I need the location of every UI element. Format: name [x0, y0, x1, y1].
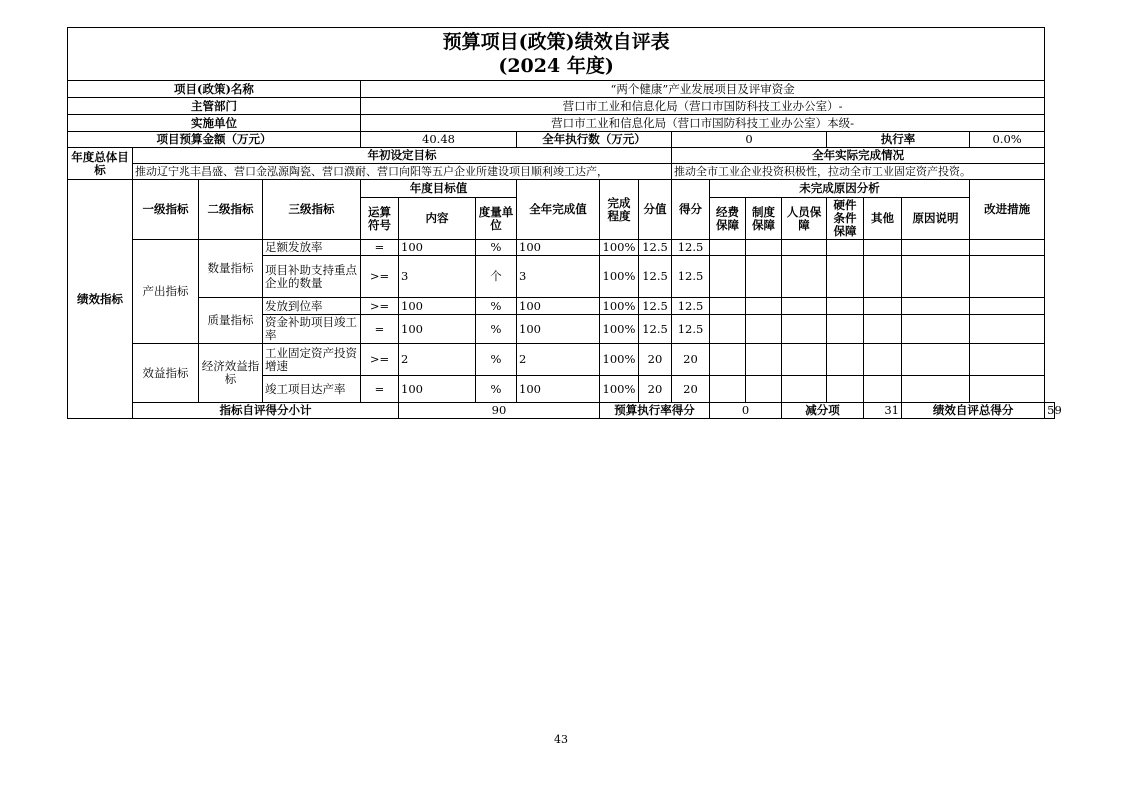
header-improve: 改进措施 — [970, 180, 1045, 240]
score: 12.5 — [672, 240, 710, 256]
project-name-label: 项目(政策)名称 — [68, 81, 361, 98]
degree: 100% — [600, 376, 639, 403]
degree: 100% — [600, 256, 639, 298]
level3-name: 项目补助支持重点企业的数量 — [263, 256, 361, 298]
operator: = — [361, 315, 399, 344]
title-row — [68, 28, 1055, 81]
exec-label: 全年执行数（万元） — [517, 132, 672, 148]
project-name-value: “两个健康”产业发展项目及评审资金 — [361, 81, 1045, 98]
score-value: 20 — [639, 344, 672, 376]
unit: % — [476, 298, 517, 315]
rate-label: 执行率 — [827, 132, 970, 148]
header-system: 制度保障 — [746, 198, 782, 240]
operator: = — [361, 376, 399, 403]
header-unit: 度量单位 — [476, 198, 517, 240]
impl-value: 营口市工业和信息化局（营口市国防科技工业办公室）本级- — [361, 115, 1045, 132]
score: 12.5 — [672, 315, 710, 344]
budget-score-label: 预算执行率得分 — [600, 403, 710, 419]
actual-goal-header: 全年实际完成情况 — [672, 148, 1045, 164]
target-content: 100 — [399, 298, 476, 315]
header-operator: 运算符号 — [361, 198, 399, 240]
operator: >= — [361, 344, 399, 376]
rate-value: 0.0% — [970, 132, 1045, 148]
degree: 100% — [600, 240, 639, 256]
indicator-header-row-1 — [68, 180, 1055, 198]
completed-value: 100 — [517, 376, 600, 403]
target-content: 2 — [399, 344, 476, 376]
table-row — [68, 298, 1055, 315]
score: 12.5 — [672, 298, 710, 315]
page-number: 43 — [554, 733, 568, 746]
initial-goal-header: 年初设定目标 — [133, 148, 672, 164]
level1-benefit: 效益指标 — [133, 344, 199, 403]
dept-label: 主管部门 — [68, 98, 361, 115]
budget-row — [68, 132, 1055, 148]
level2-quality: 质量指标 — [199, 298, 263, 344]
completed-value: 100 — [517, 315, 600, 344]
project-name-row — [68, 81, 1055, 98]
indicators-section-label: 绩效指标 — [68, 180, 133, 419]
document-title — [68, 28, 1045, 81]
subtotal-value: 90 — [399, 403, 600, 419]
dept-row — [68, 98, 1055, 115]
operator: >= — [361, 256, 399, 298]
target-content: 100 — [399, 240, 476, 256]
score: 20 — [672, 376, 710, 403]
level2-quantity: 数量指标 — [199, 240, 263, 298]
header-annual-target: 年度目标值 — [361, 180, 517, 198]
table-row — [68, 344, 1055, 376]
target-content: 3 — [399, 256, 476, 298]
operator: >= — [361, 298, 399, 315]
table-row — [68, 240, 1055, 256]
completed-value: 100 — [517, 240, 600, 256]
title-text: 预算项目(政策)绩效自评表 — [442, 31, 670, 53]
header-level2: 二级指标 — [199, 180, 263, 240]
subtotal-label: 指标自评得分小计 — [133, 403, 399, 419]
degree: 100% — [600, 315, 639, 344]
score: 20 — [672, 344, 710, 376]
level3-name: 足额发放率 — [263, 240, 361, 256]
header-level3: 三级指标 — [263, 180, 361, 240]
header-staff: 人员保障 — [782, 198, 827, 240]
unit: % — [476, 315, 517, 344]
unit: % — [476, 376, 517, 403]
header-degree: 完成程度 — [600, 180, 639, 240]
degree: 100% — [600, 298, 639, 315]
level3-name: 资金补助项目竣工率 — [263, 315, 361, 344]
header-completed: 全年完成值 — [517, 180, 600, 240]
level2-economic: 经济效益指标 — [199, 344, 263, 403]
performance-table — [67, 27, 1062, 419]
completed-value: 100 — [517, 298, 600, 315]
exec-value: 0 — [672, 132, 827, 148]
unit: 个 — [476, 256, 517, 298]
score-value: 20 — [639, 376, 672, 403]
score: 12.5 — [672, 256, 710, 298]
degree: 100% — [600, 344, 639, 376]
completed-value: 2 — [517, 344, 600, 376]
budget-value: 40.48 — [361, 132, 517, 148]
deduct-value: 31 — [864, 403, 902, 419]
summary-row — [68, 403, 1055, 419]
unit: % — [476, 240, 517, 256]
target-content: 100 — [399, 315, 476, 344]
header-reason: 原因说明 — [902, 198, 970, 240]
deduct-label: 减分项 — [782, 403, 864, 419]
dept-value: 营口市工业和信息化局（营口市国防科技工业办公室）- — [361, 98, 1045, 115]
budget-score-value: 0 — [710, 403, 782, 419]
header-hardware: 硬件条件保障 — [827, 198, 864, 240]
title-year: (2024 年度) — [498, 55, 614, 77]
header-score-value: 分值 — [639, 180, 672, 240]
level3-name: 竣工项目达产率 — [263, 376, 361, 403]
score-value: 12.5 — [639, 315, 672, 344]
initial-goal-text: 推动辽宁兆丰昌盛、营口金泓源陶瓷、营口濮耐、营口向阳等五户企业所建设项目顺利竣工达产， — [133, 164, 672, 180]
actual-goal-text: 推动全市工业企业投资积极性，拉动全市工业固定资产投资。 — [672, 164, 1045, 180]
goals-text-row — [68, 164, 1055, 180]
operator: = — [361, 240, 399, 256]
total-label: 绩效自评总得分 — [902, 403, 1045, 419]
score-value: 12.5 — [639, 240, 672, 256]
score-value: 12.5 — [639, 298, 672, 315]
header-unfinished: 未完成原因分析 — [710, 180, 970, 198]
budget-label: 项目预算金额（万元） — [68, 132, 361, 148]
goals-section-label: 年度总体目标 — [68, 148, 133, 180]
unit: % — [476, 344, 517, 376]
level1-output: 产出指标 — [133, 240, 199, 344]
level3-name: 工业固定资产投资增速 — [263, 344, 361, 376]
header-content: 内容 — [399, 198, 476, 240]
header-funding: 经费保障 — [710, 198, 746, 240]
impl-row — [68, 115, 1055, 132]
header-other: 其他 — [864, 198, 902, 240]
level3-name: 发放到位率 — [263, 298, 361, 315]
total-value: 59 — [1045, 403, 1055, 419]
completed-value: 3 — [517, 256, 600, 298]
target-content: 100 — [399, 376, 476, 403]
header-level1: 一级指标 — [133, 180, 199, 240]
impl-label: 实施单位 — [68, 115, 361, 132]
header-score: 得分 — [672, 180, 710, 240]
score-value: 12.5 — [639, 256, 672, 298]
goals-header-row — [68, 148, 1055, 164]
